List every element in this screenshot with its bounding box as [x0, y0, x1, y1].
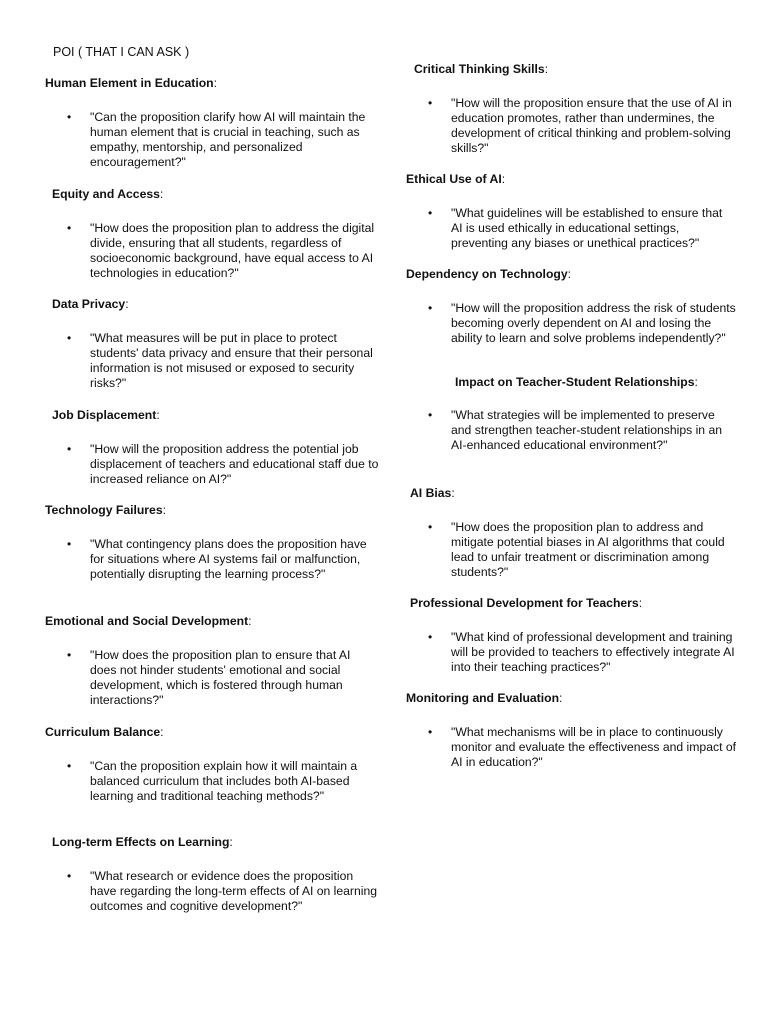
list-item — [414, 96, 744, 156]
section-heading: Curriculum Balance: — [45, 725, 164, 739]
list-item — [45, 648, 375, 708]
bullet-icon: • — [428, 725, 433, 739]
section-heading: Critical Thinking Skills: — [414, 62, 549, 76]
section — [45, 503, 375, 582]
question-text: "How does the proposition plan to address the digital divide, ensuring that all students, regardless of socioeconomic background, have equal access to AI technologies in education?" — [90, 221, 375, 280]
section — [45, 614, 375, 708]
question-text: "How does the proposition plan to address and mitigate potential biases in AI algorithms that could lead to unfair treatment or discrimination among students?" — [451, 520, 725, 579]
bullet-icon: • — [67, 759, 72, 773]
bullet-icon: • — [67, 221, 72, 235]
section — [406, 389, 736, 453]
section-heading: AI Bias: — [410, 486, 455, 500]
list-item — [52, 442, 382, 487]
list-item — [45, 537, 375, 582]
section — [414, 62, 744, 156]
list-item — [406, 408, 736, 453]
section — [52, 187, 382, 281]
bullet-icon: • — [428, 301, 433, 315]
bullet-icon: • — [67, 110, 72, 124]
list-item — [52, 331, 382, 391]
list-item — [52, 869, 382, 914]
question-text: "What guidelines will be established to ensure that AI is used ethically in educational settings, preventing any biases or unethical practices?" — [451, 206, 723, 250]
section — [406, 691, 736, 770]
section-heading: Job Displacement: — [52, 408, 160, 422]
bullet-icon: • — [67, 869, 72, 883]
question-text: "What measures will be put in place to protect students' data privacy and ensure that their personal information is not misused or exposed to security risks?" — [90, 331, 373, 390]
list-item — [410, 520, 740, 580]
section-heading: Human Element in Education: — [45, 76, 218, 90]
bullet-icon: • — [428, 520, 433, 534]
section-heading: Data Privacy: — [52, 297, 129, 311]
bullet-icon: • — [67, 537, 72, 551]
question-text: "What mechanisms will be in place to continuously monitor and evaluate the effectiveness and impact of AI in education?" — [451, 725, 737, 769]
section-heading: Long-term Effects on Learning: — [52, 835, 233, 849]
question-text: "What kind of professional development and training will be provided to teachers to effectively integrate AI into their teaching practices?" — [451, 630, 735, 674]
section — [52, 835, 382, 914]
bullet-icon: • — [428, 206, 433, 220]
question-text: "What research or evidence does the proposition have regarding the long-term effects of AI on learning outcomes and cognitive development?" — [90, 869, 378, 913]
list-item — [406, 206, 736, 251]
question-text: "How will the proposition address the risk of students becoming overly dependent on AI and losing the ability to learn and solve problems independently?" — [451, 301, 736, 345]
bullet-icon: • — [428, 630, 433, 644]
question-text: "What strategies will be implemented to preserve and strengthen teacher-student relationships in an AI-enhanced educational environment?" — [451, 408, 723, 452]
bullet-icon: • — [67, 331, 72, 345]
section-heading: Emotional and Social Development: — [45, 614, 252, 628]
bullet-icon: • — [67, 648, 72, 662]
section-heading: Monitoring and Evaluation: — [406, 691, 563, 705]
list-item — [45, 759, 375, 804]
list-item — [45, 110, 375, 170]
list-item — [410, 630, 740, 675]
question-text: "How will the proposition ensure that the use of AI in education promotes, rather than undermines, the development of critical thinking and problem-solving skills?" — [451, 96, 732, 155]
question-text: "How does the proposition plan to ensure that AI does not hinder students' emotional and social development, which is fostered through human interactions?" — [90, 648, 351, 707]
bullet-icon: • — [67, 442, 72, 456]
question-text: "What contingency plans does the proposition have for situations where AI systems fail or malfunction, potentially disrupting the learning process?" — [90, 537, 367, 581]
section — [45, 76, 375, 170]
list-item — [52, 221, 382, 281]
section — [45, 725, 375, 804]
bullet-icon: • — [428, 96, 433, 110]
section — [52, 408, 382, 487]
list-item — [406, 301, 736, 346]
section — [406, 172, 736, 251]
bullet-icon: • — [428, 408, 433, 422]
section-heading: Dependency on Technology: — [406, 267, 572, 281]
question-text: "Can the proposition clarify how AI will maintain the human element that is crucial in teaching, such as empathy, mentorship, and personalized encouragement?" — [90, 110, 366, 169]
section-heading: Technology Failures: — [45, 503, 166, 517]
list-item — [406, 725, 736, 770]
section — [410, 596, 740, 675]
section — [410, 486, 740, 580]
section-heading: Impact on Teacher-Student Relationships: — [455, 375, 698, 389]
question-text: "How will the proposition address the potential job displacement of teachers and educational staff due to increased reliance on AI?" — [90, 442, 379, 486]
section-heading: Ethical Use of AI: — [406, 172, 506, 186]
section — [406, 267, 736, 346]
section-heading: Professional Development for Teachers: — [410, 596, 643, 610]
section — [52, 297, 382, 391]
document-title: POI ( THAT I CAN ASK ) — [53, 45, 190, 59]
section-heading: Equity and Access: — [52, 187, 164, 201]
question-text: "Can the proposition explain how it will maintain a balanced curriculum that includes both AI-based learning and traditional teaching methods?" — [90, 759, 358, 803]
section — [455, 375, 768, 390]
